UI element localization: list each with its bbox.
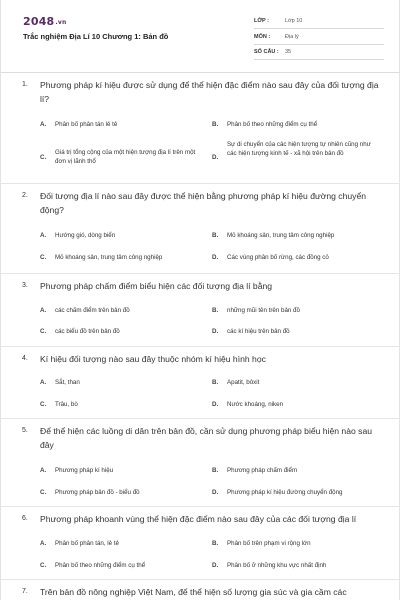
option-text: Phân bố phân tán lẻ tẻ xyxy=(55,121,118,128)
option-text: Phân bố theo những điểm cụ thể xyxy=(227,121,318,128)
header-divider xyxy=(1,72,400,73)
question-text: Phương pháp kí hiệu được sử dụng để thể hiện đặc điểm nào sau đây của đối tượng địa lí? xyxy=(40,80,379,104)
question-divider xyxy=(1,273,400,274)
meta-count-value: 35 xyxy=(285,49,292,55)
option-letter: B. xyxy=(212,232,219,239)
meta-class xyxy=(254,15,384,29)
meta-count xyxy=(254,46,384,60)
option-text: các biểu đồ trên bản đồ xyxy=(55,328,120,335)
question-number: 4. xyxy=(22,355,28,362)
question-divider xyxy=(1,346,400,347)
question-divider xyxy=(1,418,400,419)
option-letter: A. xyxy=(40,121,47,128)
option-text: Mỏ khoáng sản, trung tâm công nghiệp xyxy=(227,232,335,239)
option-text: Phân bố trên phạm vi rộng lớn xyxy=(227,540,311,547)
logo-suffix: .vn xyxy=(55,19,67,26)
option-letter: D. xyxy=(212,154,219,161)
option-text: Phương pháp chấm điểm xyxy=(227,467,298,474)
option-text: các kí hiệu trên bản đồ xyxy=(227,328,290,335)
option-text: Phương pháp kí hiệu xyxy=(55,467,114,474)
option-text: Các vùng phân bố rừng, các đồng cỏ xyxy=(227,254,329,261)
option-text: Phương pháp kí hiệu đường chuyển động xyxy=(227,489,343,496)
option-text: Giá trị tổng cộng của một hiện tượng địa lí trên một đơn vị lãnh thổ xyxy=(55,149,196,165)
logo-text: 2048 xyxy=(23,15,55,28)
question-divider xyxy=(1,183,400,184)
option-text: Phân bố phân tán, lẻ tẻ xyxy=(55,540,119,547)
option-text: Sắt, than xyxy=(55,379,80,386)
option-text: Phân bố ở những khu vực nhất định xyxy=(227,562,327,569)
question-text: Trên bản đồ nông nghiệp Việt Nam, để thể hiện số lượng gia súc và gia cầm các xyxy=(40,587,347,597)
page-header xyxy=(1,0,400,70)
option-letter: B. xyxy=(212,307,219,314)
option-letter: D. xyxy=(212,562,219,569)
option-letter: A. xyxy=(40,379,47,386)
meta-subject-value: Địa lý xyxy=(285,34,299,40)
option-letter: A. xyxy=(40,307,47,314)
meta-subject-label: MÔN : xyxy=(254,34,271,40)
question-text: Kí hiệu đối tượng nào sau đây thuộc nhóm kí hiệu hình học xyxy=(40,354,266,364)
option-letter: D. xyxy=(212,489,219,496)
option-text: Hướng gió, dòng biển xyxy=(55,232,116,239)
option-letter: C. xyxy=(40,254,47,261)
page-title: Trắc nghiệm Địa Lí 10 Chương 1: Bản đồ xyxy=(23,32,169,41)
option-text: Nước khoáng, niken xyxy=(227,401,284,408)
option-letter: B. xyxy=(212,379,219,386)
option-letter: A. xyxy=(40,540,47,547)
meta-count-label: SỐ CÂU : xyxy=(254,49,279,55)
meta-class-label: LỚP : xyxy=(254,18,269,24)
option-letter: D. xyxy=(212,254,219,261)
question-number: 6. xyxy=(22,515,28,522)
option-letter: C. xyxy=(40,328,47,335)
question-text: Phương pháp chấm điểm biểu hiện các đối tượng địa lí bằng xyxy=(40,281,273,291)
option-text: những mũi tên trên bản đồ xyxy=(227,307,300,314)
option-letter: B. xyxy=(212,467,219,474)
option-letter: D. xyxy=(212,401,219,408)
option-letter: C. xyxy=(40,489,47,496)
option-letter: D. xyxy=(212,328,219,335)
option-text: Apatit, bôxit xyxy=(227,379,260,386)
option-text: Sự di chuyển của các hiện tượng tự nhiên cũng như các hiện tượng kinh tế - xã hội trên bản đồ xyxy=(227,141,371,157)
option-letter: C. xyxy=(40,401,47,408)
question-number: 7. xyxy=(22,588,28,595)
option-text: Trâu, bò xyxy=(55,401,78,408)
question-number: 3. xyxy=(22,282,28,289)
site-logo[interactable] xyxy=(23,15,66,28)
meta-subject xyxy=(254,31,384,45)
option-letter: C. xyxy=(40,562,47,569)
question-divider xyxy=(1,506,400,507)
option-letter: C. xyxy=(40,154,47,161)
question-text: Đối tượng địa lí nào sau đây được thể hiện bằng phương pháp kí hiệu đường chuyển động? xyxy=(40,191,367,215)
question-number: 1. xyxy=(22,81,28,88)
meta-class-value: Lớp 10 xyxy=(285,18,303,24)
option-text: Phân bố theo những điểm cụ thể xyxy=(55,562,146,569)
option-letter: A. xyxy=(40,232,47,239)
option-text: Phương pháp bản đồ - biểu đồ xyxy=(55,489,140,496)
option-letter: A. xyxy=(40,467,47,474)
question-number: 2. xyxy=(22,192,28,199)
question-divider xyxy=(1,579,400,580)
question-text: Phương pháp khoanh vùng thể hiện đặc điểm nào sau đây của các đối tượng địa lí xyxy=(40,514,357,524)
question-number: 5. xyxy=(22,427,28,434)
question-text: Để thể hiện các luồng di dân trên bản đồ, cần sử dụng phương pháp biểu hiện nào sau đây xyxy=(40,426,373,450)
option-letter: B. xyxy=(212,540,219,547)
option-text: các chấm điểm trên bản đồ xyxy=(55,307,130,314)
option-letter: B. xyxy=(212,121,219,128)
option-text: Mỏ khoáng sản, trung tâm công nghiệp xyxy=(55,254,163,261)
